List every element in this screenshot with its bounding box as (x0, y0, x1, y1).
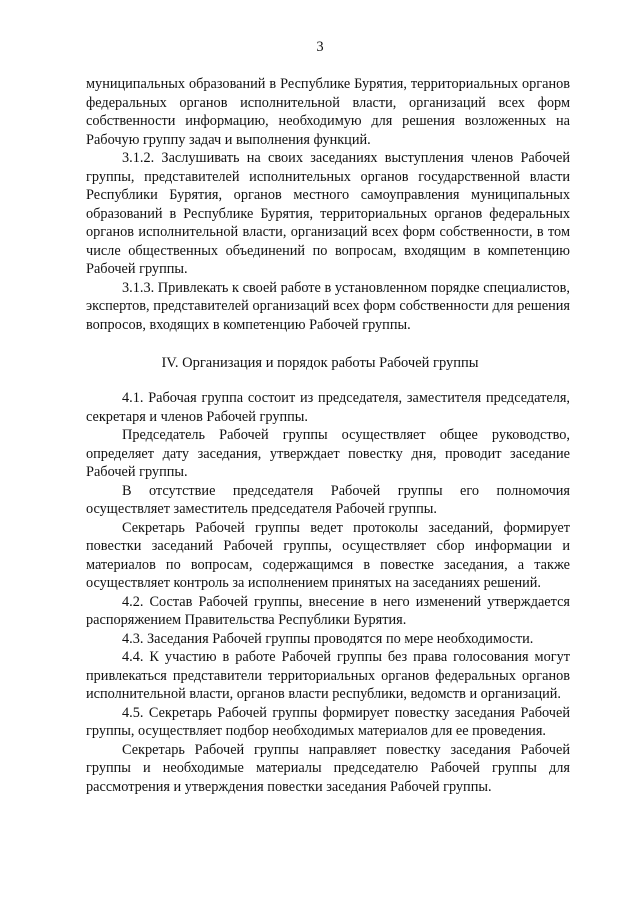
section-iv-body (86, 389, 570, 796)
paragraph-3-1-3: 3.1.3. Привлекать к своей работе в установленном порядке специалистов, экспертов, представителей организаций всех форм собственности для решения вопросов, входящих в компетенцию Рабочей группы. (86, 279, 570, 333)
paragraph-deputy-duties: В отсутствие председателя Рабочей группы его полномочия осуществляет заместитель председателя Рабочей группы. (86, 482, 570, 517)
paragraph-3-1-1-continuation: муниципальных образований в Республике Бурятия, территориальных органов федеральных органов исполнительной власти, организаций всех форм собственности информацию, необходимую для решения возложенных на Рабочую группу задач и выполнения функций. (86, 76, 570, 148)
paragraph-4-3: 4.3. Заседания Рабочей группы проводятся по мере необходимости. (122, 630, 534, 647)
paragraph-4-4: 4.4. К участию в работе Рабочей группы без права голосования могут привлекаться представители территориальных органов федеральных органов исполнительной власти, органов власти республики, ведомств и организаций. (86, 649, 570, 702)
section-iii-continuation (86, 75, 570, 334)
section-heading: IV. Организация и порядок работы Рабочей группы (161, 355, 479, 371)
paragraph-4-5: 4.5. Секретарь Рабочей группы формирует повестку заседания Рабочей группы, осуществляет подбор необходимых материалов для ее проведения. (86, 704, 570, 739)
paragraph-4-1: 4.1. Рабочая группа состоит из председателя, заместителя председателя, секретаря и членов Рабочей группы. (86, 390, 570, 425)
paragraph-chairman-duties: Председатель Рабочей группы осуществляет общее руководство, определяет дату заседания, утверждает повестку дня, проводит заседание Рабочей группы. (86, 427, 570, 480)
paragraph-secretary-duties: Секретарь Рабочей группы ведет протоколы заседаний, формирует повестки заседаний Рабочей группы, осуществляет сбор информации и материалов по вопросам, содержащимся в повестке заседания, а также осуществляет контроль за исполнением принятых на заседаниях решений. (86, 519, 570, 591)
paragraph-4-2: 4.2. Состав Рабочей группы, внесение в него изменений утверждается распоряжением Правительства Республики Бурятия. (86, 593, 570, 628)
page-number: 3 (316, 39, 324, 55)
paragraph-secretary-agenda: Секретарь Рабочей группы направляет повестку заседания Рабочей группы и необходимые материалы председателю Рабочей группы для рассмотрения и утверждения повестки заседания Рабочей группы. (86, 741, 570, 795)
paragraph-3-1-2: 3.1.2. Заслушивать на своих заседаниях выступления членов Рабочей группы, представителей исполнительных органов государственной власти Республики Бурятия, органов местного самоуправления муниципальных образований в Республике Бурятия, территориальных органов федеральных органов исполнительной власти, организаций всех форм собственности, в том числе общественных объединений по вопросам, входящим в компетенцию Рабочей группы. (86, 150, 570, 277)
